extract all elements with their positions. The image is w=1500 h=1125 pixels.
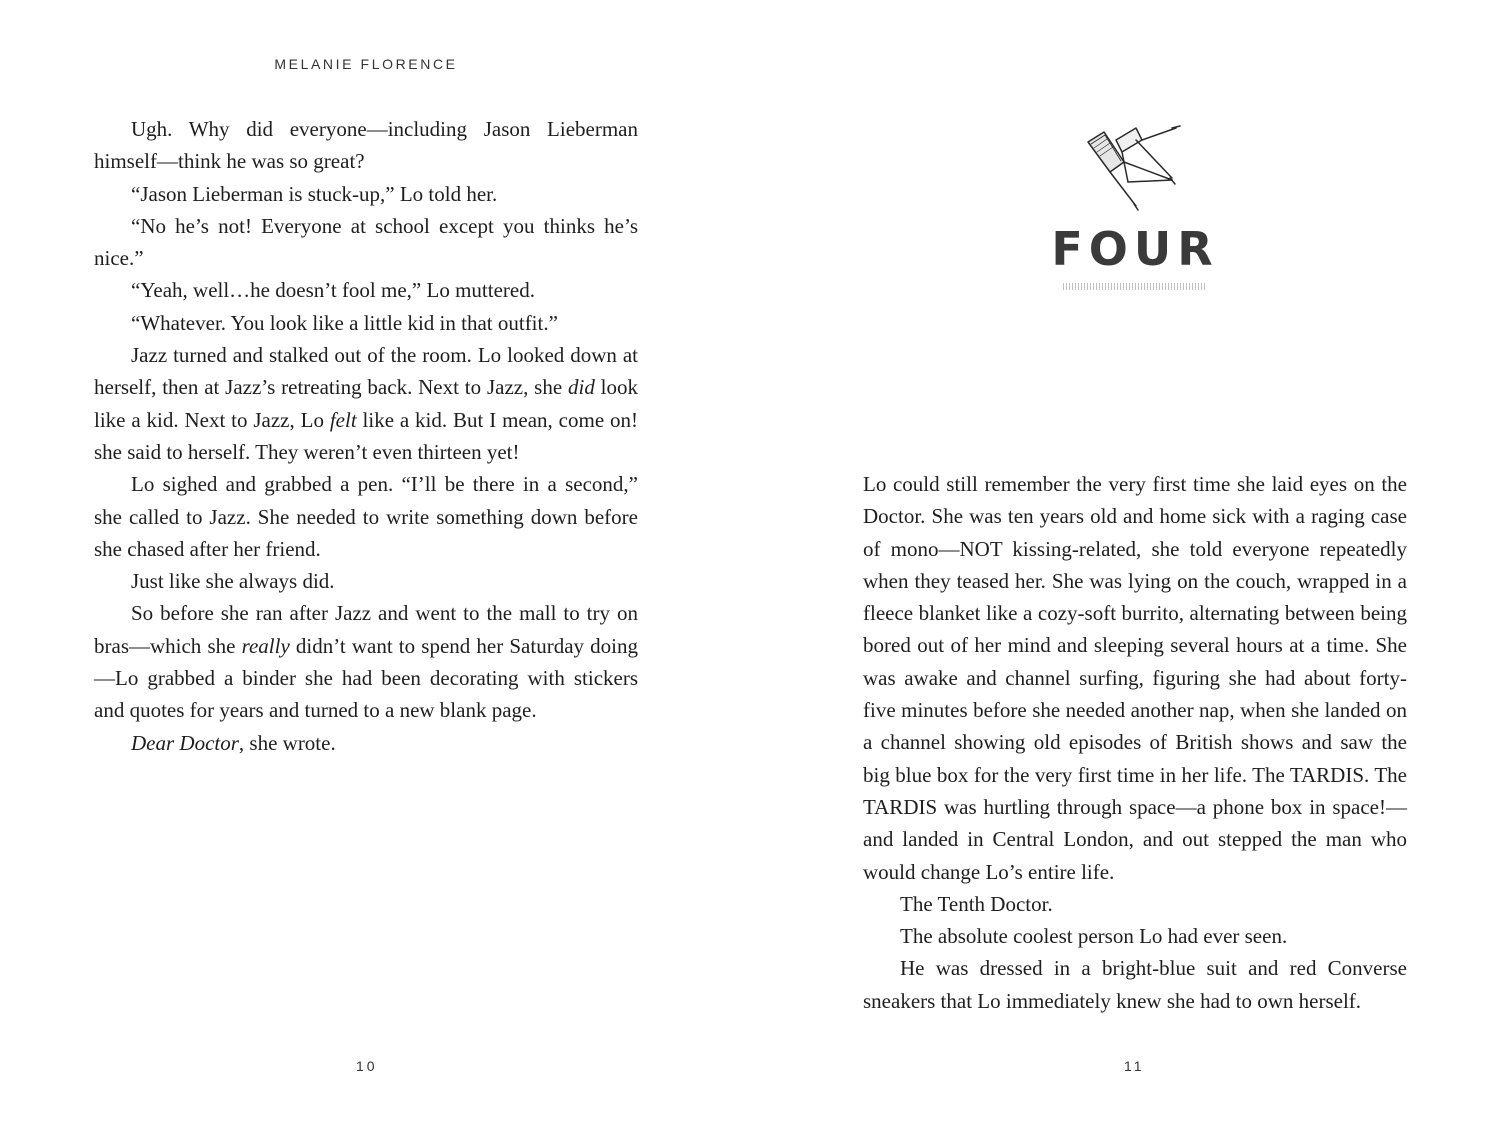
text-run: didn’t want to spend her Saturday doing—Lo grabbed a binder she had been decorating with stickers and quotes for years and turned to a new blank page. <box>94 633 638 723</box>
paragraph <box>94 727 638 759</box>
left-page-body <box>94 113 638 759</box>
right-page-body <box>863 468 1407 1017</box>
text-run: Just like she always did. <box>131 569 335 594</box>
text-run: So before she ran after Jazz and went to the mall to try on bras—which she <box>94 601 638 658</box>
paragraph <box>94 178 638 210</box>
italic-text: did <box>567 375 595 400</box>
text-run: “Yeah, well…he doesn’t fool me,” Lo muttered. <box>131 278 535 303</box>
italic-text: felt <box>329 407 357 432</box>
paragraph <box>863 468 1407 888</box>
right-page <box>750 0 1500 1125</box>
paragraph <box>863 888 1407 920</box>
page-number: 10 <box>356 1058 378 1074</box>
text-run: “Jason Lieberman is stuck-up,” Lo told her. <box>131 181 498 206</box>
paragraph <box>863 952 1407 1017</box>
page-number: 11 <box>1124 1058 1145 1074</box>
text-run: like a kid. But I mean, come on! she said to herself. They weren’t even thirteen yet! <box>94 407 638 464</box>
paragraph <box>94 468 638 565</box>
running-head: MELANIE FLORENCE <box>274 56 458 72</box>
paragraph <box>94 565 638 597</box>
text-run: “No he’s not! Everyone at school except you thinks he’s nice.” <box>94 213 638 271</box>
paragraph <box>94 274 638 306</box>
text-run: Ugh. Why did everyone—including Jason Lieberman himself—think he was so great? <box>94 117 638 174</box>
chapter-ornament-rule <box>1063 283 1206 290</box>
text-run: Lo could still remember the very first time she laid eyes on the Doctor. She was ten years old and home sick with a raging case of mono—NOT kissing-related, she told everyone repeatedly when they teased her. She was lying on the couch, wrapped in a fleece blanket like a cozy-soft burrito, alternating between being bored out of her mind and sleeping several hours at a time. She was awake and channel surfing, figuring she had about forty-five minutes before she needed another nap, when she landed on a channel showing old episodes of British shows and saw the big blue box for the very first time in her life. The TARDIS. The TARDIS was hurtling through space—a phone box in space!—and landed in Central London, and out stepped the man who would change Lo’s entire life. <box>863 472 1407 884</box>
chair-icon <box>1076 120 1196 220</box>
paragraph <box>94 339 638 468</box>
paragraph <box>94 113 638 178</box>
text-run: He was dressed in a bright-blue suit and red Converse sneakers that Lo immediately knew she had to own herself. <box>863 956 1407 1013</box>
paragraph <box>94 597 638 726</box>
paragraph <box>94 210 638 275</box>
text-run: Lo sighed and grabbed a pen. “I’ll be there in a second,” she called to Jazz. She needed to write something down before she chased after her friend. <box>94 472 638 561</box>
text-run: The Tenth Doctor. <box>900 891 1053 916</box>
paragraph <box>863 920 1407 952</box>
text-run: look like a kid. Next to Jazz, Lo <box>94 375 638 432</box>
text-run: , she wrote. <box>238 730 336 755</box>
paragraph <box>94 307 638 339</box>
italic-text: Dear Doctor <box>131 730 239 755</box>
italic-text: really <box>241 633 290 658</box>
text-run: Jazz turned and stalked out of the room. Lo looked down at herself, then at Jazz’s retreating back. Next to Jazz, she <box>94 343 638 400</box>
chapter-title: FOUR <box>1051 222 1219 276</box>
text-run: The absolute coolest person Lo had ever seen. <box>900 924 1288 949</box>
text-run: “Whatever. You look like a little kid in that outfit.” <box>131 310 558 335</box>
